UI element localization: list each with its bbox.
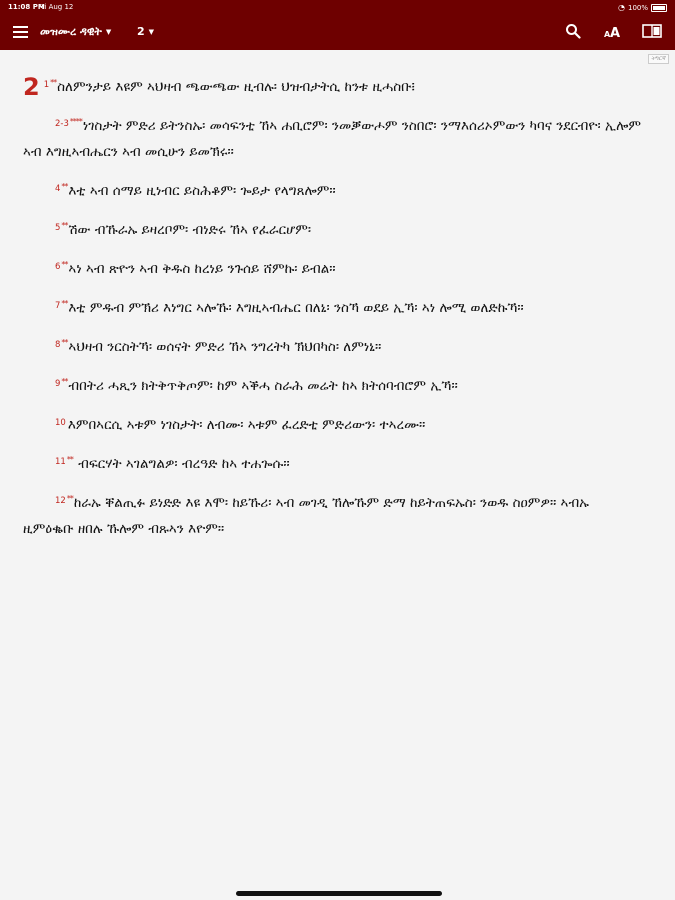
verse bbox=[23, 213, 643, 243]
verse bbox=[23, 369, 643, 399]
menu-icon[interactable] bbox=[13, 26, 28, 38]
verse-number: 8 bbox=[55, 340, 61, 350]
chevron-down-icon: ▼ bbox=[148, 27, 155, 36]
verse-number: 7 bbox=[55, 301, 61, 311]
version-tag[interactable]: ትግርኛ bbox=[648, 54, 669, 64]
verse-text: እምበኣርሲ ኣቱም ነገስታት፡ ለብሙ፡ ኣቱም ፈረድቲ ምድሪውን፡ ተኣረሙ። bbox=[67, 417, 426, 433]
verse bbox=[23, 174, 643, 204]
verse-number: 2-3 bbox=[55, 119, 69, 129]
footnote-marker[interactable]: **** bbox=[69, 117, 82, 126]
verse bbox=[23, 291, 643, 321]
svg-text:A: A bbox=[604, 30, 611, 39]
verse bbox=[23, 408, 643, 438]
verse bbox=[23, 551, 643, 581]
book-name: መዝሙረ ዳዊት bbox=[40, 25, 102, 38]
chevron-down-icon: ▼ bbox=[105, 28, 112, 36]
status-bar bbox=[0, 0, 675, 14]
footnote-marker[interactable]: ** bbox=[50, 78, 57, 87]
verse-text: ሽው ብኹራኡ ይዛረቦም፡ ብነድሩ ኸኣ የፈራርሆም፡ bbox=[68, 222, 312, 238]
footnote-marker[interactable]: ** bbox=[61, 221, 68, 230]
svg-text:A: A bbox=[610, 26, 621, 40]
home-indicator[interactable] bbox=[236, 891, 442, 896]
verse-number: 1 bbox=[43, 80, 50, 90]
verse bbox=[23, 70, 643, 100]
footnote-marker[interactable]: ** bbox=[66, 455, 73, 464]
verse-number: 9 bbox=[55, 379, 61, 389]
verse-text: ነገስታት ምድሪ ይትንስኡ፡ መሳፍንቲ ኸኣ ሐቢሮም፡ ንመቓውሖም ንስበሮ፡ ንማእሰሪኦምውን ካባና ንደርብዮ፡ ኢሎም ኣብ እግዚኣብሔርን ኣብ መሲሁን ይመኽሩ። bbox=[23, 118, 641, 160]
verse-number: 4 bbox=[55, 184, 61, 194]
book-selector[interactable] bbox=[40, 25, 111, 39]
toolbar bbox=[0, 14, 675, 50]
wifi-icon: ◔ bbox=[618, 3, 625, 12]
verse-number: 6 bbox=[55, 262, 61, 272]
verse bbox=[23, 252, 643, 282]
chapter-selector[interactable] bbox=[137, 25, 154, 38]
verse-text: ኣህዛብ ንርስትኻ፡ ወሰናት ምድሪ ኸኣ ንግረትካ ኽህበካስ፡ ለምነኒ። bbox=[68, 339, 382, 355]
chapter-label: 2 bbox=[137, 25, 145, 38]
verse-number: 12 bbox=[55, 496, 66, 506]
verse bbox=[23, 330, 643, 360]
status-date: Fri Aug 12 bbox=[38, 3, 74, 11]
verse-text: እቲ ምዱብ ምኽሪ እነግር ኣሎኹ፡ እግዚኣብሔር በለኒ፡ ንስኻ ወደይ ኢኻ፡ ኣነ ሎሚ ወለድኩኻ። bbox=[68, 300, 524, 316]
footnote-marker[interactable]: ** bbox=[61, 182, 68, 191]
verse bbox=[23, 109, 643, 165]
status-right bbox=[618, 3, 667, 12]
footnote-marker[interactable]: ** bbox=[61, 299, 68, 308]
chapter-content bbox=[23, 70, 643, 590]
book-icon[interactable] bbox=[642, 23, 662, 41]
verse bbox=[23, 486, 643, 542]
verse-number: 11 bbox=[55, 457, 66, 467]
footnote-marker[interactable]: ** bbox=[61, 260, 68, 269]
footnote-marker[interactable]: ** bbox=[61, 377, 68, 386]
font-size-icon[interactable] bbox=[604, 24, 624, 42]
verse-number: 5 bbox=[55, 223, 61, 233]
battery-percent: 100% bbox=[627, 3, 648, 12]
status-time: 11:08 PM bbox=[8, 3, 45, 11]
verse-text: ብፍርሃት ኣገልግልዎ፡ ብረዓድ ከኣ ተሐጐሱ። bbox=[73, 456, 290, 472]
verse-text: ስለምንታይ እዩም ኣህዛብ ጫውጫው ዚብሉ፡ ህዝብታትሲ ከንቱ ዚሓስቡ፧ bbox=[57, 79, 415, 95]
search-icon[interactable] bbox=[565, 23, 585, 41]
footnote-marker[interactable]: ** bbox=[61, 338, 68, 347]
verse bbox=[23, 447, 643, 477]
footnote-marker[interactable]: ** bbox=[66, 494, 73, 503]
verse-text: ከራኡ ቐልጢፉ ይነድድ እዩ እሞ፡ ከይኹሪ፡ ኣብ መገዲ ኸሎኹም ድማ ከይትጠፍኡስ፡ ንወዱ ስዐምዎ። ኣብኡ ዚምዕቈቡ ዘበሉ ኹሎም ብጹኣን እዮም። bbox=[23, 495, 589, 537]
verse-text: ኣነ ኣብ ጽዮን ኣብ ቅዱስ ከረነይ ንጉሰይ ሸምኩ፡ ይብል። bbox=[68, 261, 336, 277]
verse-number: 10 bbox=[55, 418, 66, 428]
battery-icon bbox=[651, 4, 667, 12]
chapter-number: 2 bbox=[23, 73, 40, 101]
verse-text: ብበትሪ ሓጺን ክትቅጥቅጦም፡ ከም ኣቕሓ ስራሕ መሬት ከኣ ክትሰባብሮም ኢኻ። bbox=[68, 378, 458, 394]
verse-text: እቲ ኣብ ሰማይ ዚነብር ይስሕቆም፡ ጐይታ የላግጸሎም። bbox=[68, 183, 336, 199]
